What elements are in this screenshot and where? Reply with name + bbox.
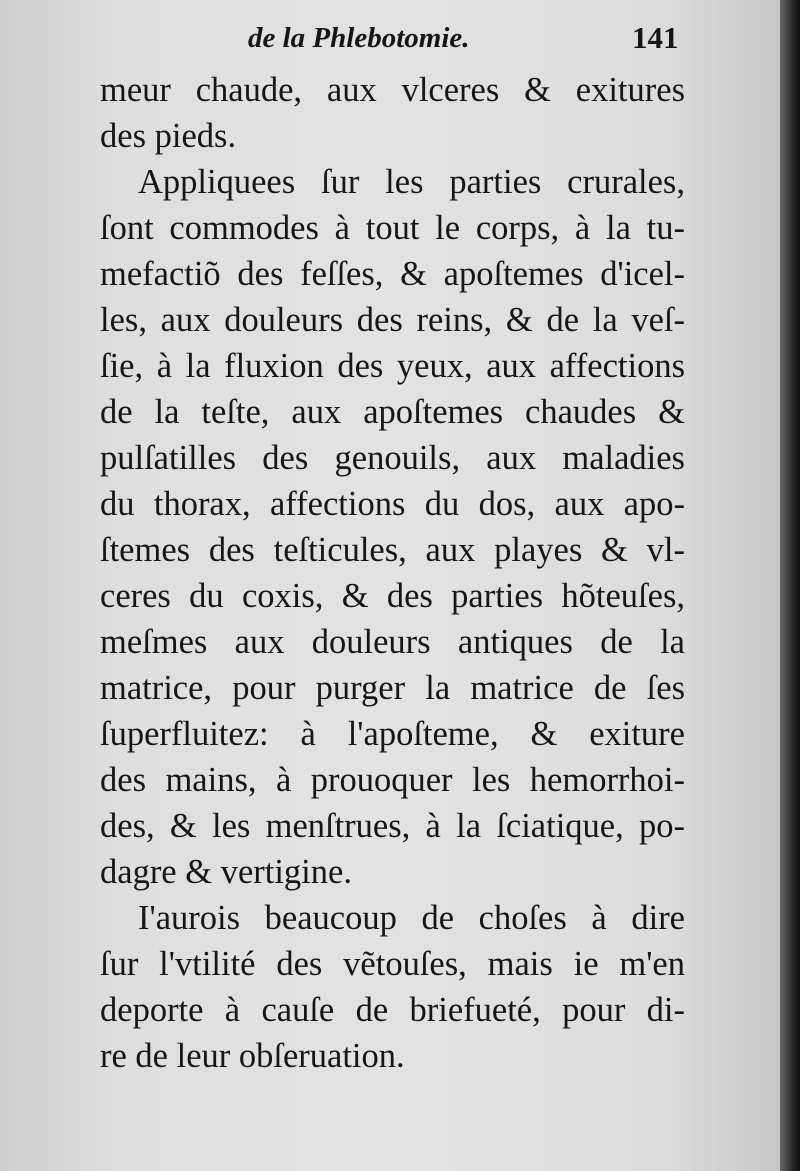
text-line: meur chaude, aux vlceres & exitures [100, 71, 685, 109]
text-line: dagre & vertigine. [100, 853, 352, 891]
text-line: matrice, pour purger la matrice de ſes [100, 669, 685, 707]
page-number: 141 [632, 20, 679, 55]
text-line: du thorax, affections du dos, aux apo- [100, 485, 685, 523]
text-line: de la teſte, aux apoſtemes chaudes & [100, 393, 685, 431]
text-line: mefactiõ des feſſes, & apoſtemes d'icel- [100, 255, 685, 293]
text-line: des, & les menſtrues, à la ſciatique, po- [100, 807, 685, 845]
book-spine-shadow [780, 0, 800, 1171]
text-line: des mains, à prouoquer les hemorrhoi- [100, 761, 685, 799]
text-line: ſtemes des teſticules, aux playes & vl- [100, 531, 685, 569]
running-head: de la Phlebotomie. [248, 22, 470, 54]
text-line: pulſatilles des genouils, aux maladies [100, 439, 685, 477]
body-text [100, 67, 685, 1079]
text-line: Appliquees ſur les parties crurales, [138, 163, 685, 201]
text-line: ſie, à la fluxion des yeux, aux affections [100, 347, 685, 385]
text-line: meſmes aux douleurs antiques de la [100, 623, 685, 661]
text-line: les, aux douleurs des reins, & de la veſ- [100, 301, 685, 339]
text-line: I'aurois beaucoup de choſes à dire [138, 899, 685, 937]
text-line: ſur l'vtilité des vẽtouſes, mais ie m'en [100, 945, 685, 983]
text-line: re de leur obſeruation. [100, 1037, 405, 1075]
text-line: ceres du coxis, & des parties hõteuſes, [100, 577, 685, 615]
text-line: ſuperfluitez: à l'apoſteme, & exiture [100, 715, 685, 753]
text-line: des pieds. [100, 117, 237, 155]
text-line: deporte à cauſe de briefueté, pour di- [100, 991, 685, 1029]
text-line: ſont commodes à tout le corps, à la tu- [100, 209, 685, 247]
